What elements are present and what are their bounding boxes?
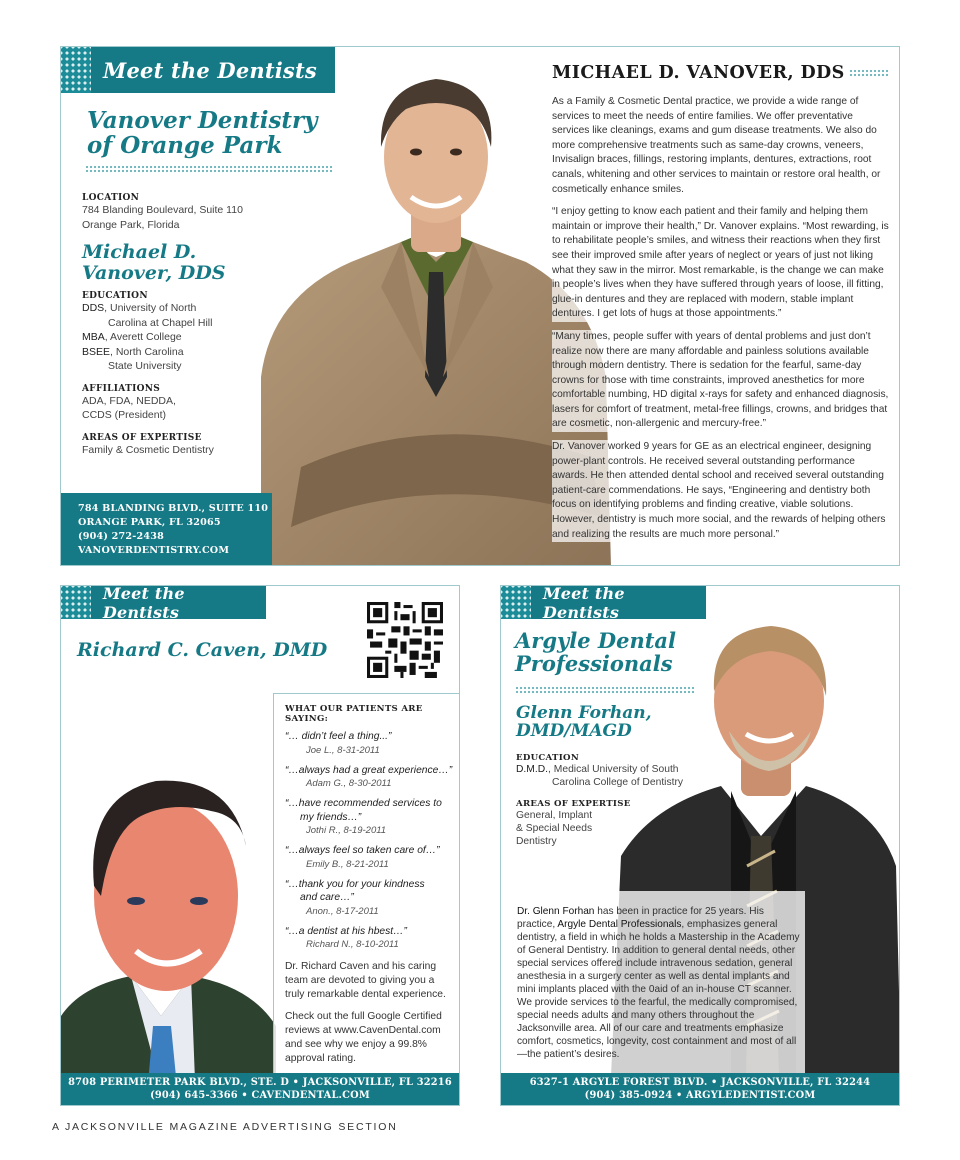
caven-ad	[60, 585, 460, 1106]
expertise-label: AREAS OF EXPERTISE	[82, 432, 202, 443]
article-heading: MICHAEL D. VANOVER, DDS	[552, 63, 845, 83]
dot-pattern	[501, 586, 531, 619]
education-item-cont: Carolina College of Dentistry	[552, 776, 684, 788]
practice-title: Argyle Dental Professionals	[515, 628, 677, 676]
affiliations-label: AFFILIATIONS	[82, 383, 161, 394]
meet-dentists-banner	[61, 585, 266, 622]
caven-address: 8708 PERIMETER PARK BLVD., STE. D • JACKSONVILLE, FL 32216	[68, 1077, 452, 1088]
expertise-line: General, Implant	[516, 809, 593, 821]
doctor-name: Michael D. Vanover, DDS	[82, 241, 226, 284]
article-paragraph: As a Family & Cosmetic Dental practice, we provide a wide range of services to meet the needs of entire families. We offer preventative services like cleanings, exams and gum disease treatments. We also do more comprehensive treatments such as same-day crowns, veneers, Invisalign braces, fillings, restoring implants, dentures, extractions, root canals, whitening and other services to maintain or restore oral health, or cosmetically enhance smiles.	[552, 95, 889, 197]
contact-phone[interactable]: (904) 272-2438	[78, 531, 164, 542]
contact-box	[61, 493, 272, 565]
dotted-divider	[85, 165, 333, 173]
banner-label: Meet the Dentists	[542, 585, 625, 622]
review-quote: “…always feel so taken care of…”	[285, 845, 440, 856]
contact-address: 784 BLANDING BLVD., SUITE 110	[78, 503, 269, 514]
review-quote: “…always had a great experience…”	[285, 764, 453, 776]
review-author: Joe L., 8-31-2011	[306, 744, 380, 756]
dotted-divider	[849, 69, 889, 77]
meet-dentists-banner	[61, 47, 335, 93]
forhan-address: 6327-1 ARGYLE FOREST BLVD. • JACKSONVILLE, FL 32244	[529, 1077, 871, 1088]
page-footer: A JACKSONVILLE MAGAZINE ADVERTISING SECTION	[52, 1121, 398, 1133]
caven-phone-web[interactable]: (904) 645-3366 • CAVENDENTAL.COM	[150, 1090, 370, 1101]
affiliations-line: ADA, FDA, NEDDA,	[82, 394, 176, 407]
forhan-bio: Dr. Glenn Forhan has been in practice for 25 years. His practice, Argyle Dental Professionals, emphasizes general dentistry, a field in which he holds a Mastership in the Academy of General Dentistry. In addition to general dental needs, other special services offered include intravenous sedation, general anesthesia in a surgery center as well as dental implants and mini implants placed with the 0aid of an in-house CT scanner. We provide services to the fearful, the medically compromised, special needs adults and many others throughout the Jacksonville area. All of our care and treatments emphasize comfort, cosmetics, longevity, cost containment and most of all—the patient’s desires.	[503, 891, 805, 1074]
dot-pattern	[61, 586, 91, 619]
forhan-contact-bar	[501, 1073, 899, 1105]
article-paragraph: “Many times, people suffer with years of dental problems and just don’t realize now there are many affordable and painless solutions available through modern dentistry. There is sedation for the fearful, same-day crowns for those with time constraints, improved anesthetics for more comfortable numbing, HD digital x-rays for safety and enhanced diagnosis, lasers for comfort of treatment, metal-free fillings, crowns, and bridges that are cosmetic, non-allergenic and mercury-free.”	[552, 330, 889, 432]
location-line: Orange Park, Florida	[82, 218, 180, 231]
review-quote: “… didn’t feel a thing...”	[285, 731, 392, 742]
vanover-article	[539, 47, 900, 566]
article-paragraph: “I enjoy getting to know each patient and their family and helping them maintain or improve their health,” Dr. Vanover explains. “Most rewarding, is to rehabilitate people’s smiles, and witness their reactions when they first see their improved smile after years of neglect or years of just not liking what they saw in the mirror. Most remarkable, is the change we can make in people’s lives when they have suffered through years of loose, ill fitting, glue-in dentures and they are replaced with modern, stable implant dentures. I get lots of hugs at those appointments.”	[552, 205, 889, 322]
banner-label: Meet the Dentists	[103, 57, 317, 83]
review-author: Richard N., 8-10-2011	[306, 939, 399, 950]
article-paragraph: Dr. Vanover worked 9 years for GE as an electrical engineer, designing power-plant controls. He received several outstanding performance awards. He then attended dental school and received several outstanding patient-care commendations. He says, “Engineering and dentistry both focus on identifying problems and finding creative, viable solutions. However, dentistry is much more social, and the rewards of helping others and realizing the results are much more personal.”	[552, 440, 889, 542]
education-item-cont: Carolina at Chapel Hill	[108, 316, 213, 329]
doctor-name: Richard C. Caven, DMD	[77, 639, 328, 661]
review-author: Adam G., 8-30-2011	[306, 778, 392, 789]
review-author: Jothi R., 8-19-2011	[306, 825, 387, 836]
review-author: Anon., 8-17-2011	[306, 905, 379, 917]
review-quote: “…thank you for your kindness and care…”	[285, 878, 425, 903]
affiliations-line: CCDS (President)	[82, 409, 167, 422]
caven-paragraph: Check out the full Google Certified reviews at www.CavenDental.com and see why we enjoy a 99.8% approval rating.	[285, 1011, 442, 1064]
expertise-line: & Special Needs	[516, 822, 593, 834]
forhan-phone-web[interactable]: (904) 385-0924 • ARGYLEDENTIST.COM	[584, 1090, 816, 1101]
vanover-ad	[60, 46, 900, 566]
expertise-line: Dentistry	[516, 835, 557, 847]
caven-contact-bar	[61, 1073, 459, 1105]
contact-city: ORANGE PARK, FL 32065	[78, 517, 221, 528]
education-item: BSEE, North Carolina	[82, 345, 184, 358]
qr-code[interactable]	[367, 602, 443, 678]
location-line: 784 Blanding Boulevard, Suite 110	[82, 204, 243, 216]
caven-portrait	[61, 686, 276, 1106]
patient-reviews	[273, 693, 460, 1074]
review-quote: “…have recommended services to my friends…”	[285, 798, 442, 823]
forhan-details	[516, 704, 706, 848]
doctor-name: Glenn Forhan, DMD/MAGD	[516, 703, 652, 742]
location-label: LOCATION	[82, 193, 140, 203]
expertise-value: Family & Cosmetic Dentistry	[82, 443, 214, 456]
review-author: Emily B., 8-21-2011	[306, 858, 389, 870]
education-item: MBA, Averett College	[82, 331, 182, 344]
education-item: DDS, University of North	[82, 302, 197, 315]
education-item: D.M.D., Medical University of South	[516, 763, 679, 775]
dot-pattern	[61, 47, 91, 93]
article-heading-row	[552, 63, 889, 83]
education-label: EDUCATION	[516, 752, 579, 763]
education-item-cont: State University	[108, 360, 182, 373]
expertise-label: AREAS OF EXPERTISE	[516, 798, 631, 809]
education-label: EDUCATION	[82, 291, 148, 302]
dotted-divider	[515, 686, 695, 694]
review-quote: “…a dentist at his hbest…”	[285, 925, 407, 937]
contact-website[interactable]: VANOVERDENTISTRY.COM	[78, 545, 230, 556]
banner-label: Meet the Dentists	[102, 585, 185, 622]
meet-dentists-banner	[501, 585, 706, 622]
caven-paragraph: Dr. Richard Caven and his caring team are devoted to giving you a truly remarkable dental experience.	[285, 961, 446, 1000]
reviews-label: WHAT OUR PATIENTS ARE SAYING:	[285, 704, 423, 724]
forhan-ad	[500, 585, 900, 1106]
vanover-details	[82, 187, 282, 457]
practice-title: Vanover Dentistry of Orange Park	[87, 107, 318, 159]
